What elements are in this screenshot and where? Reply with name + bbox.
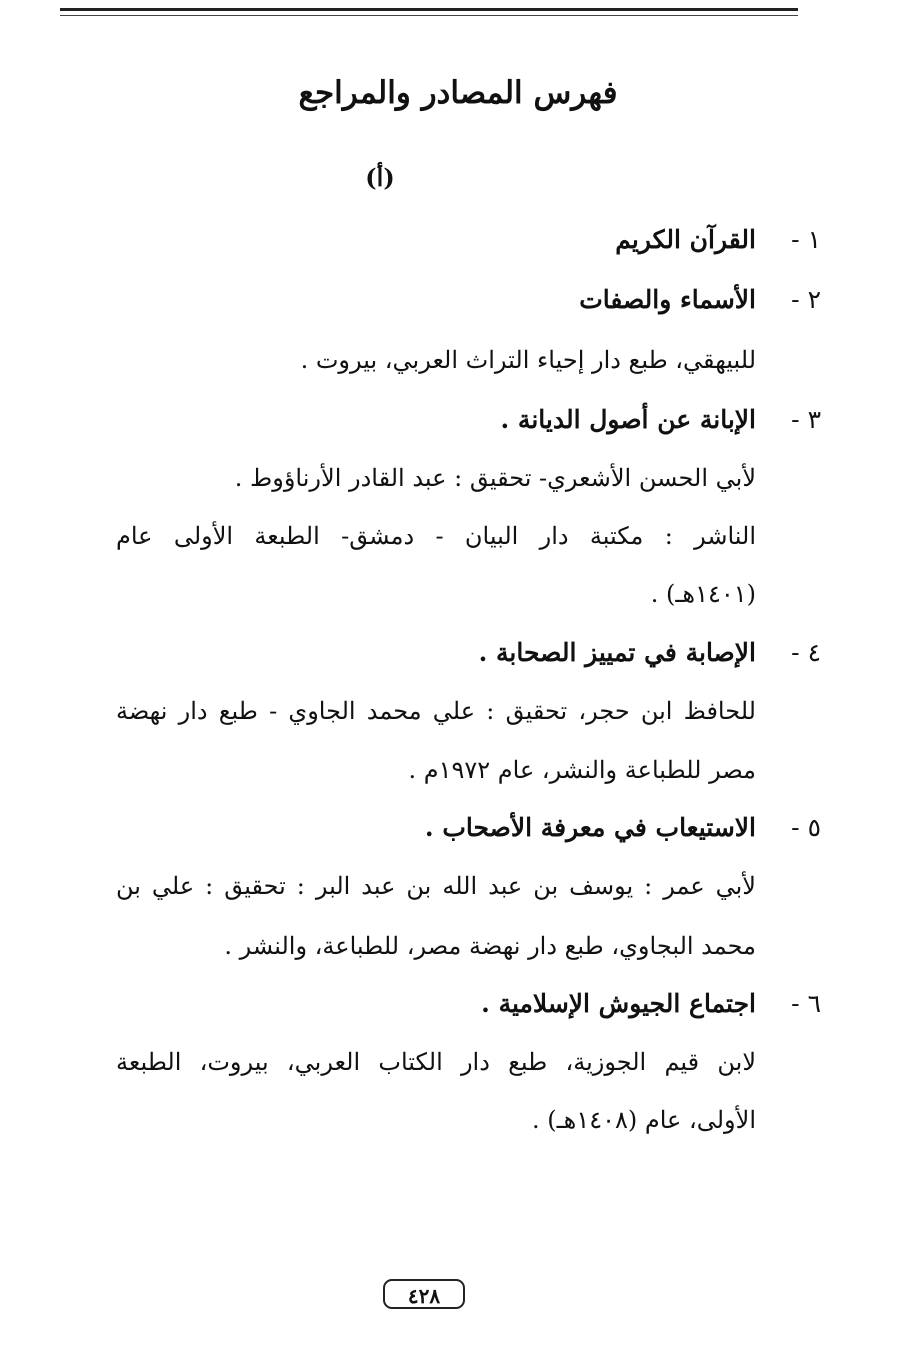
page-number-badge: ٤٢٨	[383, 1279, 465, 1309]
reference-entry-6-line-2: الأولى، عام (١٤٠٨هـ) .	[532, 1106, 756, 1134]
reference-entry-3-line-3: (١٤٠١هـ) .	[650, 580, 756, 608]
reference-entry-5-line-1: لأبي عمر : يوسف بن عبد الله بن عبد البر : تحقيق : علي بن	[116, 872, 756, 900]
reference-entry-4-line-2: مصر للطباعة والنشر، عام ١٩٧٢م .	[408, 756, 756, 784]
section-letter: (أ)	[365, 163, 395, 192]
reference-entry-title: الأسماء والصفات	[579, 285, 756, 314]
reference-entry-6-heading	[116, 982, 821, 1026]
reference-entry-4-heading	[116, 631, 821, 675]
reference-entry-3-line-1: لأبي الحسن الأشعري- تحقيق : عبد القادر الأرناؤوط .	[234, 464, 756, 492]
reference-entry-title: الاستيعاب في معرفة الأصحاب .	[424, 813, 756, 842]
reference-entry-5-heading	[116, 806, 821, 850]
reference-entry-3-heading	[116, 398, 821, 442]
reference-entry-5-line-2: محمد البجاوي، طبع دار نهضة مصر، للطباعة، والنشر .	[224, 932, 756, 960]
reference-entry-number: ٤ -	[791, 638, 821, 667]
reference-entry-number: ٦ -	[791, 989, 821, 1018]
reference-entry-1-heading	[116, 218, 821, 262]
reference-entry-number: ٣ -	[791, 405, 821, 434]
reference-entry-number: ٥ -	[791, 813, 821, 842]
reference-entry-number: ١ -	[791, 225, 821, 254]
reference-entry-3-line-2: الناشر : مكتبة دار البيان - دمشق- الطبعة الأولى عام	[116, 522, 756, 550]
reference-entry-6-line-1: لابن قيم الجوزية، طبع دار الكتاب العربي، بيروت، الطبعة	[116, 1048, 756, 1076]
reference-entry-title: القرآن الكريم	[615, 225, 756, 254]
reference-entry-number: ٢ -	[791, 285, 821, 314]
reference-entry-2-heading	[116, 278, 821, 322]
reference-entry-4-line-1: للحافظ ابن حجر، تحقيق : علي محمد الجاوي - طبع دار نهضة	[116, 697, 756, 725]
reference-entry-title: اجتماع الجيوش الإسلامية .	[481, 989, 756, 1018]
references-list	[116, 0, 821, 1200]
page-title: فهرس المصادر والمراجع	[298, 75, 618, 111]
reference-entry-title: الإبانة عن أصول الديانة .	[500, 405, 756, 434]
reference-entry-2-line-1: للبيهقي، طبع دار إحياء التراث العربي، بيروت .	[300, 346, 756, 374]
reference-entry-title: الإصابة في تمييز الصحابة .	[478, 638, 756, 667]
